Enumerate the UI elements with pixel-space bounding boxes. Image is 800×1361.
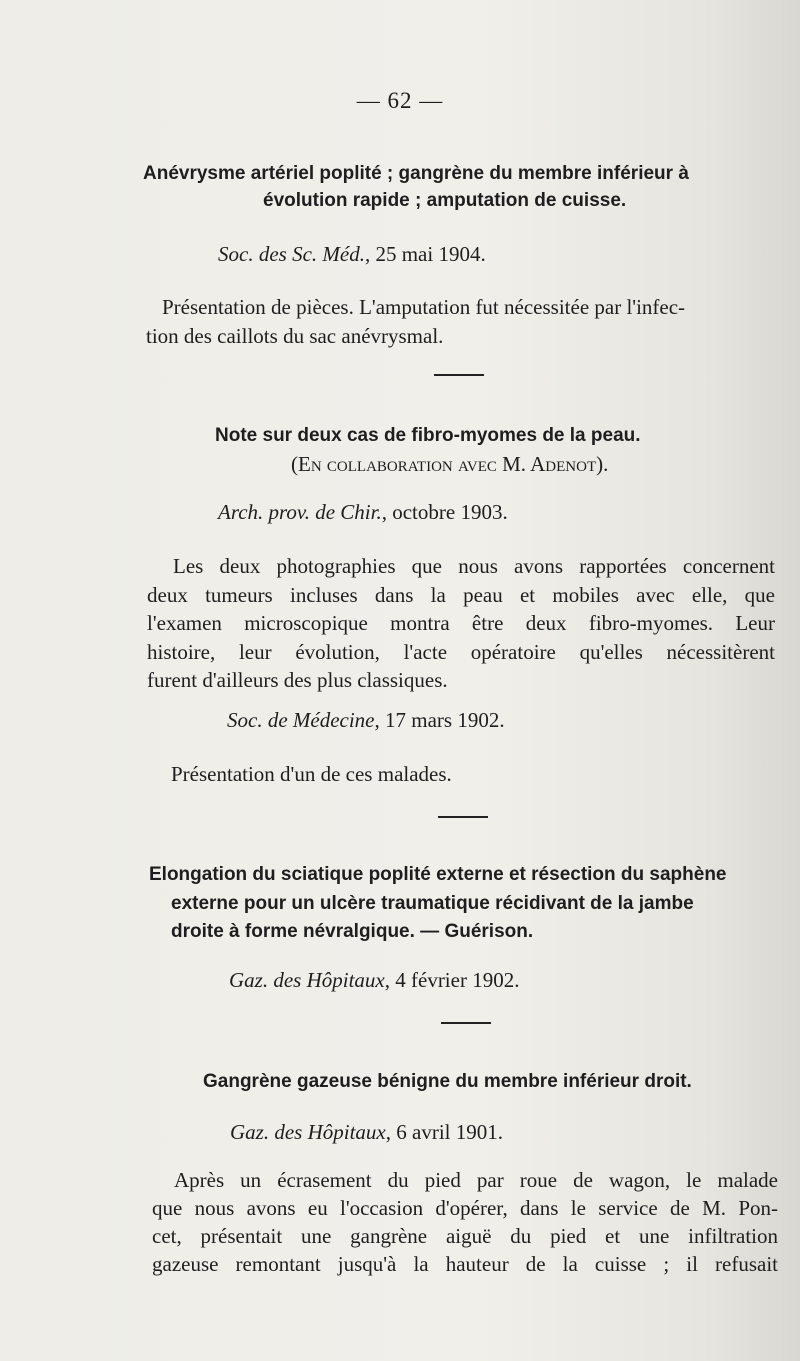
entry-1-citation [218, 242, 486, 267]
entry-3-title-line-1: Elongation du sciatique poplité externe et résection du saphène [149, 864, 727, 885]
section-divider [434, 374, 484, 376]
entry-3-citation [229, 968, 519, 993]
entry-2-body-line-1: Les deux photographies que nous avons rapportées concernent [173, 554, 775, 578]
page-number: — 62 — [356, 88, 444, 113]
citation-date: , 25 mai 1904. [364, 242, 486, 266]
entry-4-body-line-2: que nous avons eu l'occasion d'opérer, dans le service de M. Pon- [152, 1196, 778, 1220]
citation-source: Gaz. des Hôpitaux [229, 968, 385, 992]
entry-2-body-2: Présentation d'un de ces malades. [171, 762, 452, 786]
entry-2-body-line-4: histoire, leur évolution, l'acte opératoire qu'elles nécessitèrent [147, 639, 775, 664]
entry-1-body-line-1: Présentation de pièces. L'amputation fut nécessitée par l'infec- [162, 295, 686, 319]
entry-4-body-line-4: gazeuse remontant jusqu'à la hauteur de la cuisse ; il refusait [152, 1252, 778, 1276]
entry-3-title-line-2: externe pour un ulcère traumatique récidivant de la jambe [171, 893, 694, 914]
entry-2-body-line-5: furent d'ailleurs des plus classiques. [147, 668, 448, 692]
entry-3-title-line-3: droite à forme névralgique. — Guérison. [171, 921, 534, 942]
citation-date: , 17 mars 1902. [374, 708, 505, 732]
citation-date: , octobre 1903. [381, 500, 508, 524]
entry-2-body-line-2: deux tumeurs incluses dans la peau et mobiles avec elle, que [147, 582, 775, 607]
citation-source: Arch. prov. de Chir. [218, 500, 382, 524]
entry-2-collaboration: (En collaboration avec M. Adenot). [291, 452, 609, 476]
entry-1-body-line-2: tion des caillots du sac anévrysmal. [146, 324, 444, 348]
entry-4-citation [230, 1120, 503, 1145]
section-divider [438, 816, 488, 818]
citation-source: Soc. des Sc. Méd. [218, 242, 365, 266]
entry-2-citation [218, 500, 508, 525]
entry-1-title-line-2: évolution rapide ; amputation de cuisse. [263, 190, 627, 211]
entry-2-citation-2 [227, 708, 505, 733]
entry-4-title: Gangrène gazeuse bénigne du membre inférieur droit. [203, 1071, 692, 1092]
citation-date: , 4 février 1902. [384, 968, 520, 992]
entry-4-body-line-3: cet, présentait une gangrène aiguë du pied et une infiltration [152, 1224, 778, 1248]
citation-source: Gaz. des Hôpitaux [230, 1120, 386, 1144]
entry-2-title: Note sur deux cas de fibro-myomes de la peau. [215, 425, 641, 446]
entry-4-body-line-1: Après un écrasement du pied par roue de wagon, le malade [174, 1168, 778, 1192]
entry-1-title-line-1: Anévrysme artériel poplité ; gangrène du membre inférieur à [143, 163, 689, 184]
entry-2-body [147, 552, 775, 695]
citation-date: , 6 avril 1901. [385, 1120, 503, 1144]
section-divider [441, 1022, 491, 1024]
citation-source: Soc. de Médecine [227, 708, 375, 732]
entry-2-body-line-3: l'examen microscopique montra être deux fibro-myomes. Leur [147, 611, 775, 635]
entry-4-body [152, 1166, 778, 1278]
